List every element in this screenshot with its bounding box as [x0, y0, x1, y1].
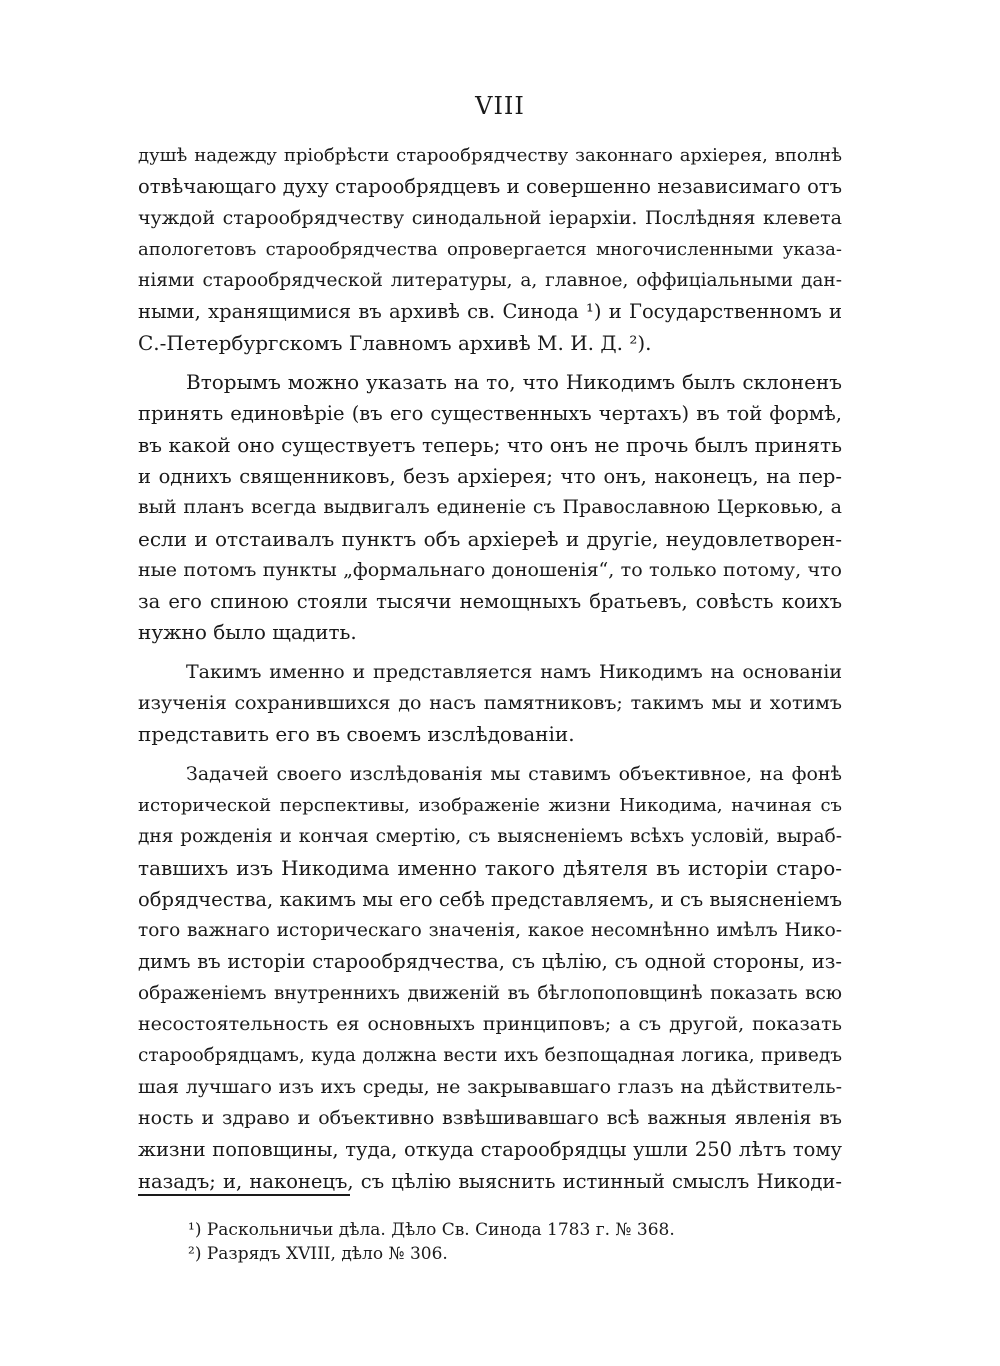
text-line: Вторымъ можно указать на то, что Никодимъ былъ склоненъ	[186, 370, 842, 395]
text-line: шая лучшаго изъ ихъ среды, не закрывавшаго глазъ на дѣйствитель-	[138, 1075, 842, 1098]
text-line: за его спиною стояли тысячи немощныхъ братьевъ, совѣсть коихъ	[138, 590, 842, 614]
text-line: несостоятельность ея основныхъ принциповъ; а съ другой, показать	[138, 1013, 842, 1036]
text-line: и однихъ священниковъ, безъ архіерея; что онъ, наконецъ, на пер-	[138, 464, 842, 488]
paragraph-1	[138, 140, 842, 359]
text-line: если и отстаивалъ пунктъ объ архіереѣ и другіе, неудовлетворен-	[138, 526, 842, 551]
text-line: душѣ надежду пріобрѣсти старообрядчеству законнаго архіерея, вполнѣ	[138, 145, 842, 166]
text-line: С.-Петербургскомъ Главномъ архивѣ М. И. Д. ²).	[138, 330, 652, 355]
text-line: ными, хранящимися въ архивѣ св. Синода ¹) и Государственномъ и	[138, 300, 842, 324]
footnotes	[188, 1218, 848, 1266]
paragraph-4	[138, 759, 842, 1197]
footnote-mark: ²)	[188, 1244, 202, 1264]
text-line: димъ въ исторіи старообрядчества, съ цѣлію, съ одной стороны, из-	[138, 950, 842, 974]
text-line: Задачей своего изслѣдованія мы ставимъ объективное, на фонѣ	[186, 762, 842, 785]
text-line: ные потомъ пункты „формальнаго доношенія“, то только потому, что	[138, 558, 842, 581]
paragraph-2	[138, 367, 842, 649]
footnote-mark: ¹)	[188, 1220, 202, 1240]
text-line: изученія сохранившихся до насъ памятниковъ; такимъ мы и хотимъ	[138, 692, 842, 715]
page-number: VIII	[475, 92, 525, 120]
text-line: ность и здраво и объективно взвѣшивавшаго всѣ важныя явленія въ	[138, 1106, 842, 1129]
text-line: жизни поповщины, туда, откуда старообрядцы ушли 250 лѣтъ тому	[138, 1138, 842, 1162]
text-line: Такимъ именно и представляется намъ Никодимъ на основаніи	[186, 660, 842, 683]
body-text	[138, 140, 842, 1197]
text-line: вый планъ всегда выдвигалъ единеніе съ Православною Церковью, а	[138, 496, 842, 519]
footnote-divider	[138, 1194, 350, 1196]
text-line: назадъ; и, наконецъ, съ цѣлію выяснить истинный смыслъ Никоди-	[138, 1169, 842, 1193]
text-line: отвѣчающаго духу старообрядцевъ и совершенно независимаго отъ	[138, 175, 842, 199]
text-line: апологетовъ старообрядчества опровергается многочисленными указа-	[138, 238, 842, 260]
footnote-text: Раскольничьи дѣла. Дѣло Св. Синода 1783 г. № 368.	[206, 1220, 675, 1240]
text-line: исторической перспективы, изображеніе жизни Никодима, начиная съ	[138, 794, 842, 816]
text-line: старообрядцамъ, куда должна вести ихъ безпощадная логика, приведъ	[138, 1045, 842, 1067]
text-line: чуждой старообрядчеству синодальной іерархіи. Послѣдняя клевета	[138, 206, 842, 229]
paragraph-3	[138, 657, 842, 751]
text-line: дня рожденія и кончая смертію, съ выясненіемъ всѣхъ условій, выраб-	[138, 826, 842, 848]
footnote-2	[188, 1242, 848, 1266]
text-line: ображеніемъ внутреннихъ движеній въ бѣглопоповщинѣ показать всю	[138, 982, 842, 1004]
text-line: нужно было щадить.	[138, 620, 357, 645]
text-line: въ какой оно существуетъ теперь; что онъ не прочь былъ принять	[138, 432, 842, 457]
footnote-text: Разрядъ XVIII, дѣло № 306.	[206, 1244, 448, 1264]
text-line: тавшихъ изъ Никодима именно такого дѣятеля въ исторіи старо-	[138, 855, 842, 880]
text-line: принять единовѣріе (въ его существенныхъ чертахъ) въ той формѣ,	[138, 402, 842, 426]
text-line: представить его въ своемъ изслѣдованіи.	[138, 722, 575, 747]
text-line: ніями старообрядческой литературы, а, главное, оффиціальными дан-	[138, 270, 842, 292]
footnote-1	[188, 1218, 848, 1242]
text-line: обрядчества, какимъ мы его себѣ представляемъ, и съ выясненіемъ	[138, 887, 842, 911]
text-line: того важнаго историческаго значенія, какое несомнѣнно имѣлъ Нико-	[138, 920, 842, 942]
